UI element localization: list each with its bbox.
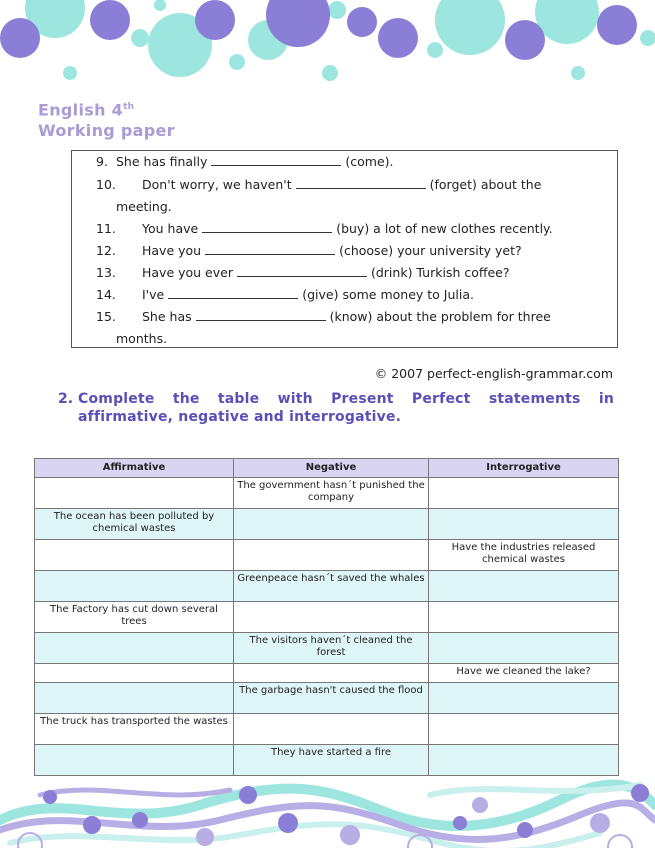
verb-hint: (give) some money to Julia. (302, 287, 474, 302)
table-header-row (35, 459, 619, 478)
verb-hint: (forget) about the (429, 177, 542, 192)
verb-hint: (choose) your university yet? (339, 243, 522, 258)
exercise-text: She has finally (116, 154, 208, 169)
exercise-text: Don't worry, we haven't (142, 177, 292, 192)
answer-blank[interactable] (196, 308, 326, 321)
exercise-number: 15. (96, 309, 116, 324)
cell-interrogative[interactable] (429, 745, 619, 776)
cell-negative[interactable] (234, 664, 429, 683)
verb-hint: (know) about the problem for three (329, 309, 551, 324)
cell-affirmative[interactable] (35, 683, 234, 714)
table-row (35, 633, 619, 664)
cell-negative[interactable] (234, 602, 429, 633)
cell-negative: The government hasn´t punished the company (234, 478, 429, 509)
cell-interrogative[interactable] (429, 602, 619, 633)
cell-negative[interactable] (234, 509, 429, 540)
course-title: English 4th (38, 100, 135, 120)
cell-negative: The garbage hasn't caused the flood (234, 683, 429, 714)
exercise-text: She has (142, 309, 192, 324)
table-row (35, 571, 619, 602)
table-row (35, 478, 619, 509)
cell-affirmative[interactable] (35, 478, 234, 509)
task-instruction (58, 390, 614, 426)
answer-blank[interactable] (211, 153, 341, 166)
cell-negative[interactable] (234, 714, 429, 745)
cell-interrogative[interactable] (429, 683, 619, 714)
header-affirmative: Affirmative (35, 459, 234, 478)
cell-interrogative[interactable] (429, 571, 619, 602)
header-interrogative: Interrogative (429, 459, 619, 478)
exercise-item (96, 262, 510, 284)
exercise-item (96, 284, 474, 306)
exercise-text: Have you (142, 243, 202, 258)
present-perfect-table (34, 458, 619, 776)
wave-decoration-bottom (0, 775, 655, 848)
paper-title: Working paper (38, 121, 175, 141)
cell-affirmative[interactable] (35, 540, 234, 571)
exercise-item (96, 218, 553, 240)
task-text: Complete the table with Present Perfect statements in affirmative, negative and interrogative. (78, 391, 614, 425)
exercise-item (96, 151, 394, 173)
verb-hint: (buy) a lot of new clothes recently. (336, 221, 553, 236)
exercise-box (71, 150, 618, 348)
cell-affirmative: The truck has transported the wastes (35, 714, 234, 745)
exercise-text: Have you ever (142, 265, 233, 280)
exercise-continuation: meeting. (116, 199, 172, 214)
document-header (38, 97, 175, 141)
exercise-item (96, 306, 551, 328)
cell-interrogative[interactable] (429, 509, 619, 540)
table-row (35, 540, 619, 571)
header-negative: Negative (234, 459, 429, 478)
answer-blank[interactable] (296, 176, 426, 189)
exercise-number: 13. (96, 265, 116, 280)
exercise-number: 14. (96, 287, 116, 302)
copyright-notice: © 2007 perfect-english-grammar.com (374, 366, 613, 381)
table-row (35, 714, 619, 745)
exercise-number: 11. (96, 221, 116, 236)
exercise-text: I've (142, 287, 165, 302)
table-row (35, 745, 619, 776)
verb-hint: (come). (345, 154, 394, 169)
exercise-continuation: months. (116, 331, 168, 346)
cell-affirmative[interactable] (35, 664, 234, 683)
cell-affirmative[interactable] (35, 633, 234, 664)
cell-affirmative[interactable] (35, 571, 234, 602)
cell-affirmative: The Factory has cut down several trees (35, 602, 234, 633)
table-row (35, 664, 619, 683)
answer-blank[interactable] (237, 264, 367, 277)
cell-negative: The visitors haven´t cleaned the forest (234, 633, 429, 664)
cell-interrogative[interactable] (429, 633, 619, 664)
cell-interrogative[interactable] (429, 714, 619, 745)
exercise-text: You have (142, 221, 199, 236)
cell-negative: They have started a fire (234, 745, 429, 776)
exercise-number: 10. (96, 177, 116, 192)
cell-affirmative: The ocean has been polluted by chemical wastes (35, 509, 234, 540)
task-number: 2. (58, 391, 74, 407)
cell-interrogative: Have the industries released chemical wastes (429, 540, 619, 571)
cell-interrogative[interactable] (429, 478, 619, 509)
table-row (35, 602, 619, 633)
answer-blank[interactable] (168, 286, 298, 299)
cell-affirmative[interactable] (35, 745, 234, 776)
exercise-number: 12. (96, 243, 116, 258)
cell-negative: Greenpeace hasn´t saved the whales (234, 571, 429, 602)
cell-interrogative: Have we cleaned the lake? (429, 664, 619, 683)
cell-negative[interactable] (234, 540, 429, 571)
exercise-item (96, 174, 541, 196)
table-row (35, 509, 619, 540)
exercise-item (96, 240, 522, 262)
verb-hint: (drink) Turkish coffee? (370, 265, 510, 280)
answer-blank[interactable] (205, 242, 335, 255)
answer-blank[interactable] (202, 220, 332, 233)
bubble-decoration-top (0, 0, 655, 90)
table-row (35, 683, 619, 714)
exercise-number: 9. (96, 154, 108, 169)
